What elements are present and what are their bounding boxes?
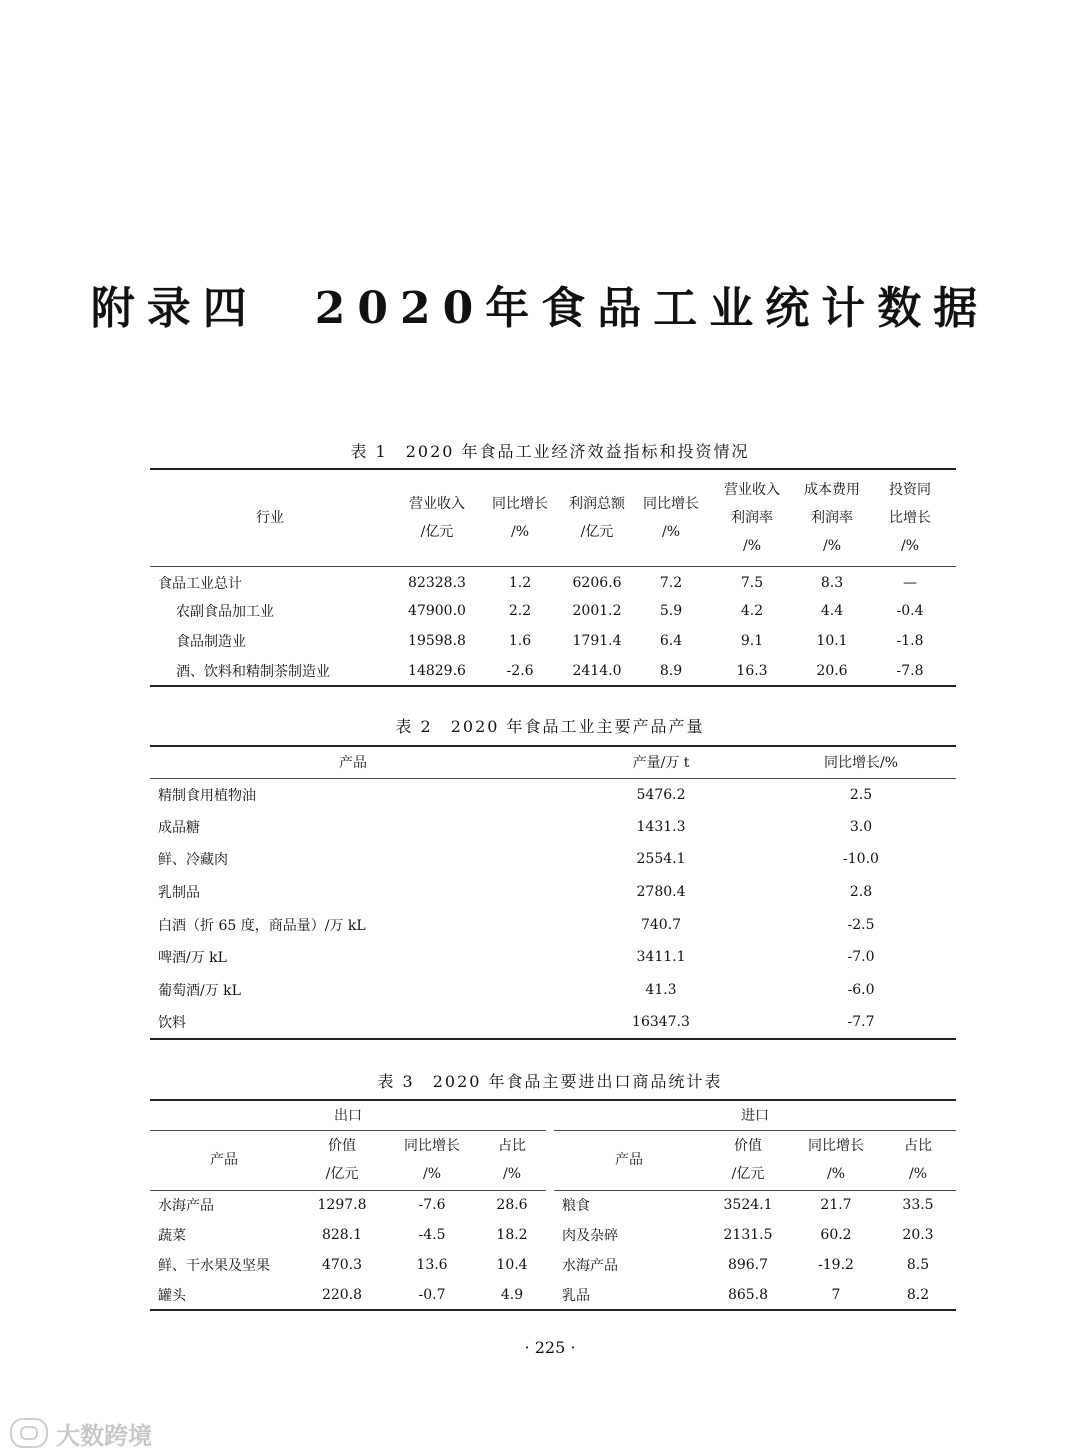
table1-value-cell: -0.4	[896, 603, 924, 619]
table2-output-cell: 2780.4	[636, 884, 686, 901]
table2-growth-cell: -7.7	[847, 1013, 875, 1030]
table1-value-cell: 1.2	[508, 575, 532, 592]
table2-product-cell: 鲜、冷藏肉	[158, 852, 228, 869]
table2-row	[150, 908, 956, 941]
table1	[150, 468, 956, 687]
table3-export-product-cell: 水海产品	[158, 1198, 214, 1215]
table2-product-cell: 白酒（折 65 度，商品量）/万 kL	[158, 917, 366, 934]
table1-value-cell: 14829.6	[408, 662, 466, 679]
table3-import-value-cell: 865.8	[727, 1286, 769, 1303]
table1-industry-cell: 食品制造业	[176, 634, 246, 650]
table3-export-share-cell: 4.9	[500, 1286, 524, 1303]
table2-row	[150, 941, 956, 974]
table3-import-value-cell: 896.7	[727, 1257, 769, 1273]
table2-product-cell: 啤酒/万 kL	[158, 950, 227, 967]
table3-import-share-cell: 20.3	[902, 1227, 934, 1243]
table1-value-cell: 8.9	[659, 662, 683, 679]
table1-value-cell: 8.3	[820, 575, 844, 592]
table2-growth-cell: 3.0	[849, 818, 873, 835]
table3-export-share-cell: 10.4	[496, 1257, 528, 1273]
table1-value-cell: -1.8	[896, 633, 924, 649]
table2-growth-cell: -2.5	[847, 916, 875, 933]
table1-caption: 表 1 2020 年食品工业经济效益指标和投资情况	[350, 442, 750, 461]
table3-export-value-cell: 828.1	[321, 1227, 363, 1243]
table3-import-growth-cell: 21.7	[820, 1197, 852, 1214]
table2-product-cell: 葡萄酒/万 kL	[158, 982, 241, 999]
table3-import-share-cell: 33.5	[902, 1197, 934, 1214]
table2-product-cell: 精制食用植物油	[158, 787, 256, 804]
table3-row	[150, 1220, 956, 1250]
table1-header-industry: 行业	[150, 469, 390, 566]
table1-value-cell: 9.1	[740, 633, 764, 649]
watermark	[10, 1418, 152, 1448]
table2-header-output: 产量/万 t	[556, 746, 766, 778]
table3-export-value-cell: 220.8	[321, 1286, 363, 1303]
table1-header-row	[150, 469, 956, 566]
table2-row	[150, 811, 956, 844]
table1-value-cell: 10.1	[816, 633, 848, 649]
table3-export-growth-cell: -0.7	[418, 1286, 446, 1303]
table3-export-product-cell: 蔬菜	[158, 1228, 186, 1244]
table1-value-cell: 19598.8	[408, 633, 466, 649]
table2-header-row	[150, 746, 956, 778]
table3-import-header-product: 产品	[554, 1130, 704, 1190]
watermark-logo-icon	[10, 1418, 48, 1448]
table2-row	[150, 1006, 956, 1039]
table3-group-row	[150, 1100, 956, 1130]
table3-import-header-share: 占比 /%	[880, 1130, 956, 1190]
table2-growth-cell: 2.8	[849, 884, 873, 901]
table2-growth-cell: 2.5	[849, 786, 873, 803]
table1-industry-cell: 食品工业总计	[158, 576, 242, 593]
table2	[150, 745, 956, 1040]
table2-output-cell: 5476.2	[636, 786, 686, 803]
table1-header-revenue-growth: 同比增长 /%	[484, 469, 556, 566]
table2-growth-cell: -10.0	[843, 851, 879, 868]
table2-row	[150, 843, 956, 876]
table3-export-value-cell: 1297.8	[317, 1197, 367, 1214]
table1-value-cell: 2414.0	[572, 662, 622, 679]
table2-product-cell: 饮料	[158, 1014, 186, 1031]
page-number: · 225 ·	[524, 1338, 576, 1357]
table1-row	[150, 656, 956, 686]
table1-value-cell: 20.6	[816, 662, 848, 679]
table1-value-cell: 6.4	[659, 633, 683, 649]
table1-value-cell: 7.5	[740, 575, 764, 592]
table2-output-cell: 740.7	[640, 916, 682, 933]
table2-growth-cell: -6.0	[847, 981, 875, 998]
table3-export-share-cell: 18.2	[496, 1227, 528, 1243]
table3-import-product-cell: 粮食	[562, 1198, 590, 1215]
table2-output-cell: 41.3	[645, 981, 677, 998]
table1-value-cell: 16.3	[736, 662, 768, 679]
table3-import-header-value: 价值 /亿元	[704, 1130, 792, 1190]
table3-subheader-row	[150, 1130, 956, 1190]
table2-row	[150, 876, 956, 909]
table3-row	[150, 1250, 956, 1280]
table3-import-growth-cell: -19.2	[818, 1257, 854, 1273]
table3-caption: 表 3 2020 年食品主要进出口商品统计表	[377, 1072, 723, 1091]
table2-product-cell: 成品糖	[158, 819, 200, 836]
table3-export-label: 出口	[150, 1100, 546, 1130]
table1-value-cell: 1.6	[508, 633, 532, 649]
table1-value-cell: —	[903, 575, 917, 592]
table2-row	[150, 974, 956, 1007]
table1-header-profit: 利润总额 /亿元	[556, 469, 638, 566]
table1-header-revenue-margin: 营业收入 利润率 /%	[704, 469, 800, 566]
table1-row	[150, 626, 956, 656]
table2-product-cell: 乳制品	[158, 885, 200, 902]
table3-export-growth-cell: -4.5	[418, 1227, 446, 1243]
table2-row	[150, 778, 956, 811]
table3-export-growth-cell: -7.6	[418, 1197, 446, 1214]
table3-import-product-cell: 肉及杂碎	[562, 1228, 618, 1244]
table3-row	[150, 1280, 956, 1310]
table1-row	[150, 566, 956, 596]
table2-caption: 表 2 2020 年食品工业主要产品产量	[395, 717, 705, 736]
table1-header-cost-margin: 成本费用 利润率 /%	[800, 469, 864, 566]
table3-export-product-cell: 鲜、干水果及坚果	[158, 1258, 270, 1274]
table3-import-share-cell: 8.2	[906, 1286, 930, 1303]
table3-export-header-product: 产品	[150, 1130, 298, 1190]
table3-export-share-cell: 28.6	[496, 1197, 528, 1214]
table1-value-cell: 4.4	[820, 603, 844, 619]
table2-growth-cell: -7.0	[847, 949, 875, 966]
table1-value-cell: 5.9	[659, 603, 683, 619]
table3-import-value-cell: 2131.5	[723, 1227, 773, 1243]
table3-export-header-value: 价值 /亿元	[298, 1130, 386, 1190]
table3-import-value-cell: 3524.1	[723, 1197, 773, 1214]
table1-value-cell: 2.2	[508, 603, 532, 619]
table2-output-cell: 3411.1	[636, 949, 686, 966]
table1-row	[150, 596, 956, 626]
table1-value-cell: 7.2	[659, 575, 683, 592]
table1-value-cell: -2.6	[506, 662, 534, 679]
table3-export-growth-cell: 13.6	[416, 1257, 448, 1273]
table1-industry-cell: 酒、饮料和精制茶制造业	[176, 663, 330, 680]
table1-value-cell: -7.8	[896, 662, 924, 679]
table1-header-investment-growth: 投资同 比增长 /%	[864, 469, 956, 566]
table1-industry-cell: 农副食品加工业	[176, 604, 274, 620]
table3-import-header-growth: 同比增长 /%	[792, 1130, 880, 1190]
table3-row	[150, 1190, 956, 1220]
table1-value-cell: 47900.0	[408, 603, 466, 619]
table1-value-cell: 82328.3	[408, 575, 466, 592]
table3-import-share-cell: 8.5	[906, 1257, 930, 1273]
table3-import-label: 进口	[554, 1100, 956, 1130]
table1-header-revenue: 营业收入 /亿元	[390, 469, 484, 566]
table2-output-cell: 16347.3	[632, 1013, 690, 1030]
table2-header-growth: 同比增长/%	[766, 746, 956, 778]
table3-import-product-cell: 乳品	[562, 1287, 590, 1304]
table3-export-product-cell: 罐头	[158, 1287, 186, 1304]
table2-header-product: 产品	[150, 746, 556, 778]
table1-value-cell: 1791.4	[572, 633, 622, 649]
table1-header-profit-growth: 同比增长 /%	[638, 469, 704, 566]
page-title: 附录四 2020年食品工业统计数据	[90, 283, 990, 334]
table1-value-cell: 2001.2	[572, 603, 622, 619]
table1-value-cell: 4.2	[740, 603, 764, 619]
table3-export-header-growth: 同比增长 /%	[386, 1130, 478, 1190]
table3	[150, 1099, 956, 1311]
table3-export-value-cell: 470.3	[321, 1257, 363, 1273]
table2-output-cell: 2554.1	[636, 851, 686, 868]
table3-import-growth-cell: 7	[831, 1286, 841, 1303]
table2-output-cell: 1431.3	[636, 818, 686, 835]
table3-import-product-cell: 水海产品	[562, 1258, 618, 1274]
table1-value-cell: 6206.6	[572, 575, 622, 592]
watermark-text: 大数跨境	[56, 1421, 152, 1450]
table3-import-growth-cell: 60.2	[820, 1227, 852, 1243]
table3-export-header-share: 占比 /%	[478, 1130, 546, 1190]
